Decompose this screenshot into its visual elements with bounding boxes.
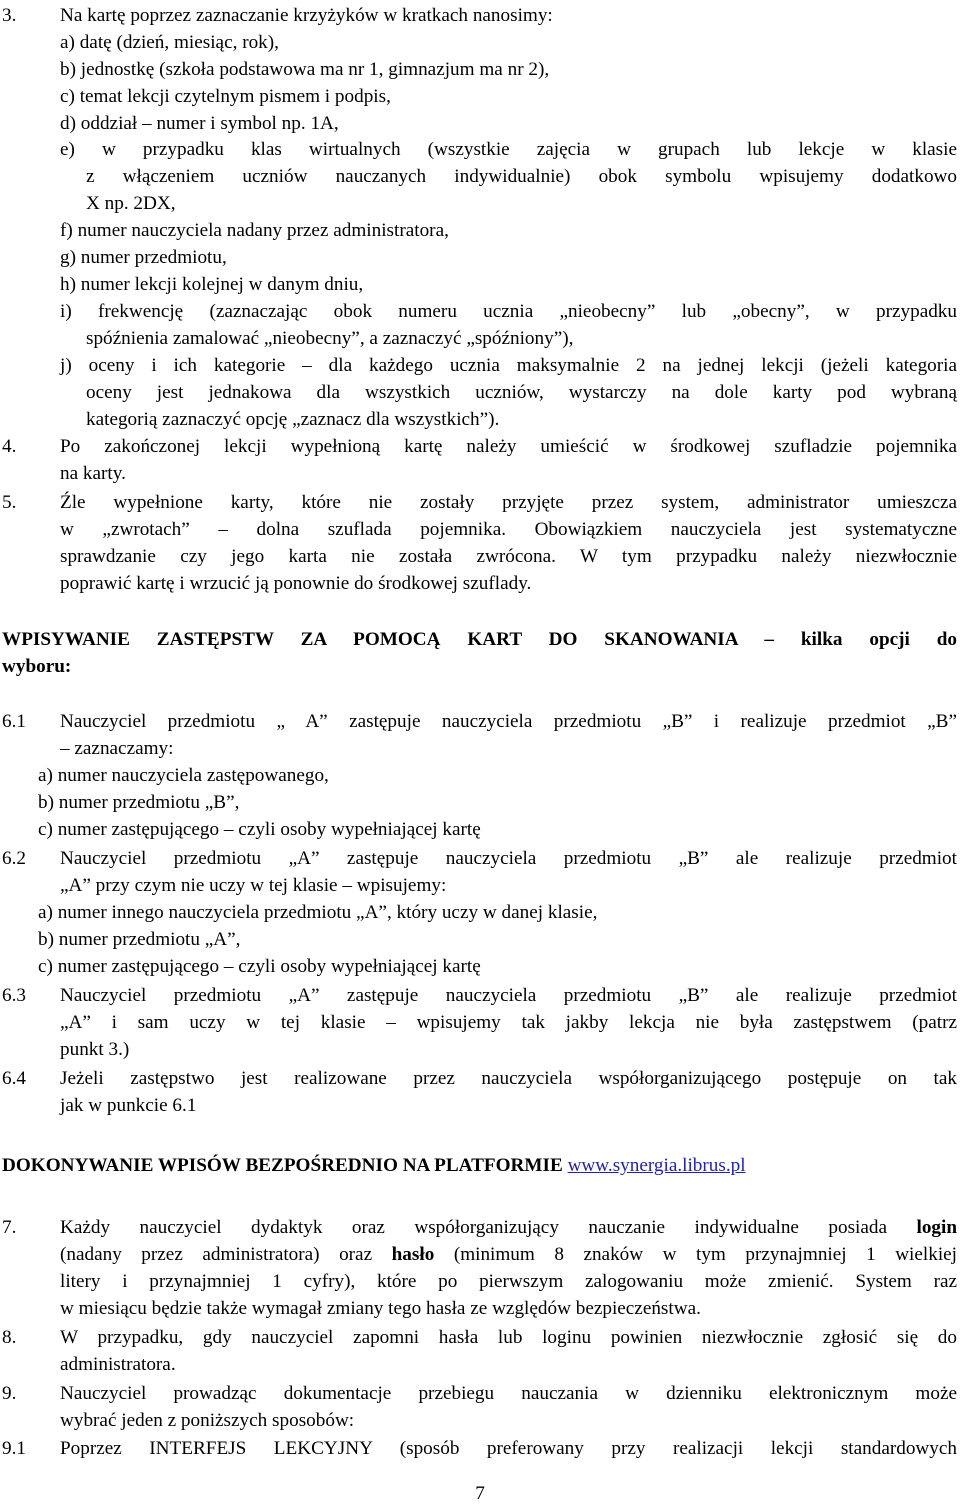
section-6-3-line1: Nauczyciel przedmiotu „A” zastępuje nauczyciela przedmiotu „B” ale realizuje przedmiot — [60, 985, 957, 1006]
section-6-2-number: 6.2 — [2, 848, 26, 869]
section-9-1-line1: Poprzez INTERFEJS LEKCYJNY (sposób preferowany przy realizacji lekcji standardowych — [60, 1438, 957, 1459]
substitutions-heading-line1: WPISYWANIE ZASTĘPSTW ZA POMOCĄ KART DO SKANOWANIA – kilka opcji do — [2, 629, 957, 650]
section-8-line2: administratora. — [60, 1354, 176, 1375]
list-item-e-line3: X np. 2DX, — [86, 193, 176, 214]
section-6-2-item-a: a) numer innego nauczyciela przedmiotu „A”, który uczy w danej klasie, — [38, 902, 598, 923]
platform-heading — [2, 1153, 746, 1179]
list-item-b: b) jednostkę (szkoła podstawowa ma nr 1, gimnazjum ma nr 2), — [60, 59, 550, 80]
login-term: login — [916, 1217, 958, 1238]
section-6-2-item-c: c) numer zastępującego – czyli osoby wypełniającej kartę — [38, 956, 481, 977]
section-6-1-item-b: b) numer przedmiotu „B”, — [38, 792, 240, 813]
section-4-number: 4. — [2, 436, 17, 457]
list-item-i-line1: i) frekwencję (zaznaczając obok numeru ucznia „nieobecny” lub „obecny”, w przypadku — [60, 301, 957, 322]
section-7-line2-text-a: (nadany przez administratora) oraz — [60, 1244, 373, 1265]
section-4-line1: Po zakończonej lekcji wypełnioną kartę należy umieścić w środkowej szufladzie pojemnika — [60, 436, 957, 457]
list-item-h: h) numer lekcji kolejnej w danym dniu, — [60, 274, 364, 295]
section-6-4-line1: Jeżeli zastępstwo jest realizowane przez nauczyciela współorganizującego postępuje on tak — [60, 1068, 957, 1089]
list-item-c: c) temat lekcji czytelnym pismem i podpis, — [60, 86, 391, 107]
section-6-1-item-c: c) numer zastępującego – czyli osoby wypełniającej kartę — [38, 819, 481, 840]
section-3-number: 3. — [2, 5, 17, 26]
section-6-4-number: 6.4 — [2, 1068, 26, 1089]
list-item-f: f) numer nauczyciela nadany przez administratora, — [60, 220, 449, 241]
section-6-1-line1: Nauczyciel przedmiotu „ A” zastępuje nauczyciela przedmiotu „B” i realizuje przedmiot „B” — [60, 711, 957, 732]
section-6-1-item-a: a) numer nauczyciela zastępowanego, — [38, 765, 329, 786]
section-6-3-number: 6.3 — [2, 985, 26, 1006]
section-5-line2: w „zwrotach” – dolna szuflada pojemnika. Obowiązkiem nauczyciela jest systematyczne — [60, 519, 957, 540]
section-4-line2: na karty. — [60, 463, 126, 484]
section-5-line4: poprawić kartę i wrzucić ją ponownie do środkowej szuflady. — [60, 573, 532, 594]
list-item-j-line3: kategorią zaznaczyć opcję „zaznacz dla wszystkich”). — [86, 409, 500, 430]
list-item-g: g) numer przedmiotu, — [60, 247, 227, 268]
section-7-line2 — [60, 1242, 957, 1268]
section-7-line1-text: Każdy nauczyciel dydaktyk oraz współorganizujący nauczanie indywidualne posiada — [60, 1217, 888, 1238]
section-5-line3: sprawdzanie czy jego karta nie została zwrócona. W tym przypadku należy niezwłocznie — [60, 546, 957, 567]
section-6-2-item-b: b) numer przedmiotu „A”, — [38, 929, 241, 950]
section-7-number: 7. — [2, 1217, 17, 1238]
section-8-number: 8. — [2, 1327, 17, 1348]
section-9-1-number: 9.1 — [2, 1438, 26, 1459]
section-9-line2: wybrać jeden z poniższych sposobów: — [60, 1410, 355, 1431]
section-6-2-line1: Nauczyciel przedmiotu „A” zastępuje nauczyciela przedmiotu „B” ale realizuje przedmiot — [60, 848, 957, 869]
section-6-1-line2: – zaznaczamy: — [60, 738, 174, 759]
list-item-a: a) datę (dzień, miesiąc, rok), — [60, 32, 279, 53]
section-5-line1: Źle wypełnione karty, które nie zostały przyjęte przez system, administrator umieszcza — [60, 492, 957, 513]
section-6-1-number: 6.1 — [2, 711, 26, 732]
section-7-line1 — [60, 1215, 957, 1241]
section-6-4-line2: jak w punkcie 6.1 — [60, 1095, 197, 1116]
list-item-j-line2: oceny jest jednakowa dla wszystkich uczniów, wystarczy na dole karty pod wybraną — [86, 382, 957, 403]
section-7-line4: w miesiącu będzie także wymagał zmiany tego hasła ze względów bezpieczeństwa. — [60, 1298, 701, 1319]
section-9-number: 9. — [2, 1383, 17, 1404]
section-6-3-line3: punkt 3.) — [60, 1039, 130, 1060]
section-6-2-line2: „A” przy czym nie uczy w tej klasie – wpisujemy: — [60, 875, 447, 896]
page-number: 7 — [475, 1483, 485, 1504]
list-item-j-line1: j) oceny i ich kategorie – dla każdego ucznia maksymalnie 2 na jednej lekcji (jeżeli kategoria — [60, 355, 957, 376]
list-item-d: d) oddział – numer i symbol np. 1A, — [60, 113, 339, 134]
section-8-line1: W przypadku, gdy nauczyciel zapomni hasła lub loginu powinien niezwłocznie zgłosić się do — [60, 1327, 957, 1348]
password-term: hasło — [391, 1244, 435, 1265]
list-item-e-line1: e) w przypadku klas wirtualnych (wszystkie zajęcia w grupach lub lekcje w klasie — [60, 139, 957, 160]
section-7-line2-text-b: (minimum 8 znaków w tym przynajmniej 1 wielkiej — [453, 1244, 958, 1265]
substitutions-heading-line2: wyboru: — [2, 656, 72, 677]
list-item-i-line2: spóźnienia zamalować „nieobecny”, a zaznaczyć „spóźniony”), — [86, 328, 574, 349]
section-3-intro: Na kartę poprzez zaznaczanie krzyżyków w kratkach nanosimy: — [60, 5, 553, 26]
platform-link[interactable]: www.synergia.librus.pl — [567, 1155, 746, 1176]
section-9-line1: Nauczyciel prowadząc dokumentacje przebiegu nauczania w dzienniku elektronicznym może — [60, 1383, 957, 1404]
section-7-line3: litery i przynajmniej 1 cyfry), które po pierwszym zalogowaniu może zmienić. System raz — [60, 1271, 957, 1292]
platform-heading-text: DOKONYWANIE WPISÓW BEZPOŚREDNIO NA PLATFORMIE — [2, 1155, 563, 1176]
section-5-number: 5. — [2, 492, 17, 513]
section-6-3-line2: „A” i sam uczy w tej klasie – wpisujemy tak jakby lekcja nie była zastępstwem (patrz — [60, 1012, 957, 1033]
list-item-e-line2: z włączeniem uczniów nauczanych indywidualnie) obok symbolu wpisujemy dodatkowo — [86, 166, 957, 187]
